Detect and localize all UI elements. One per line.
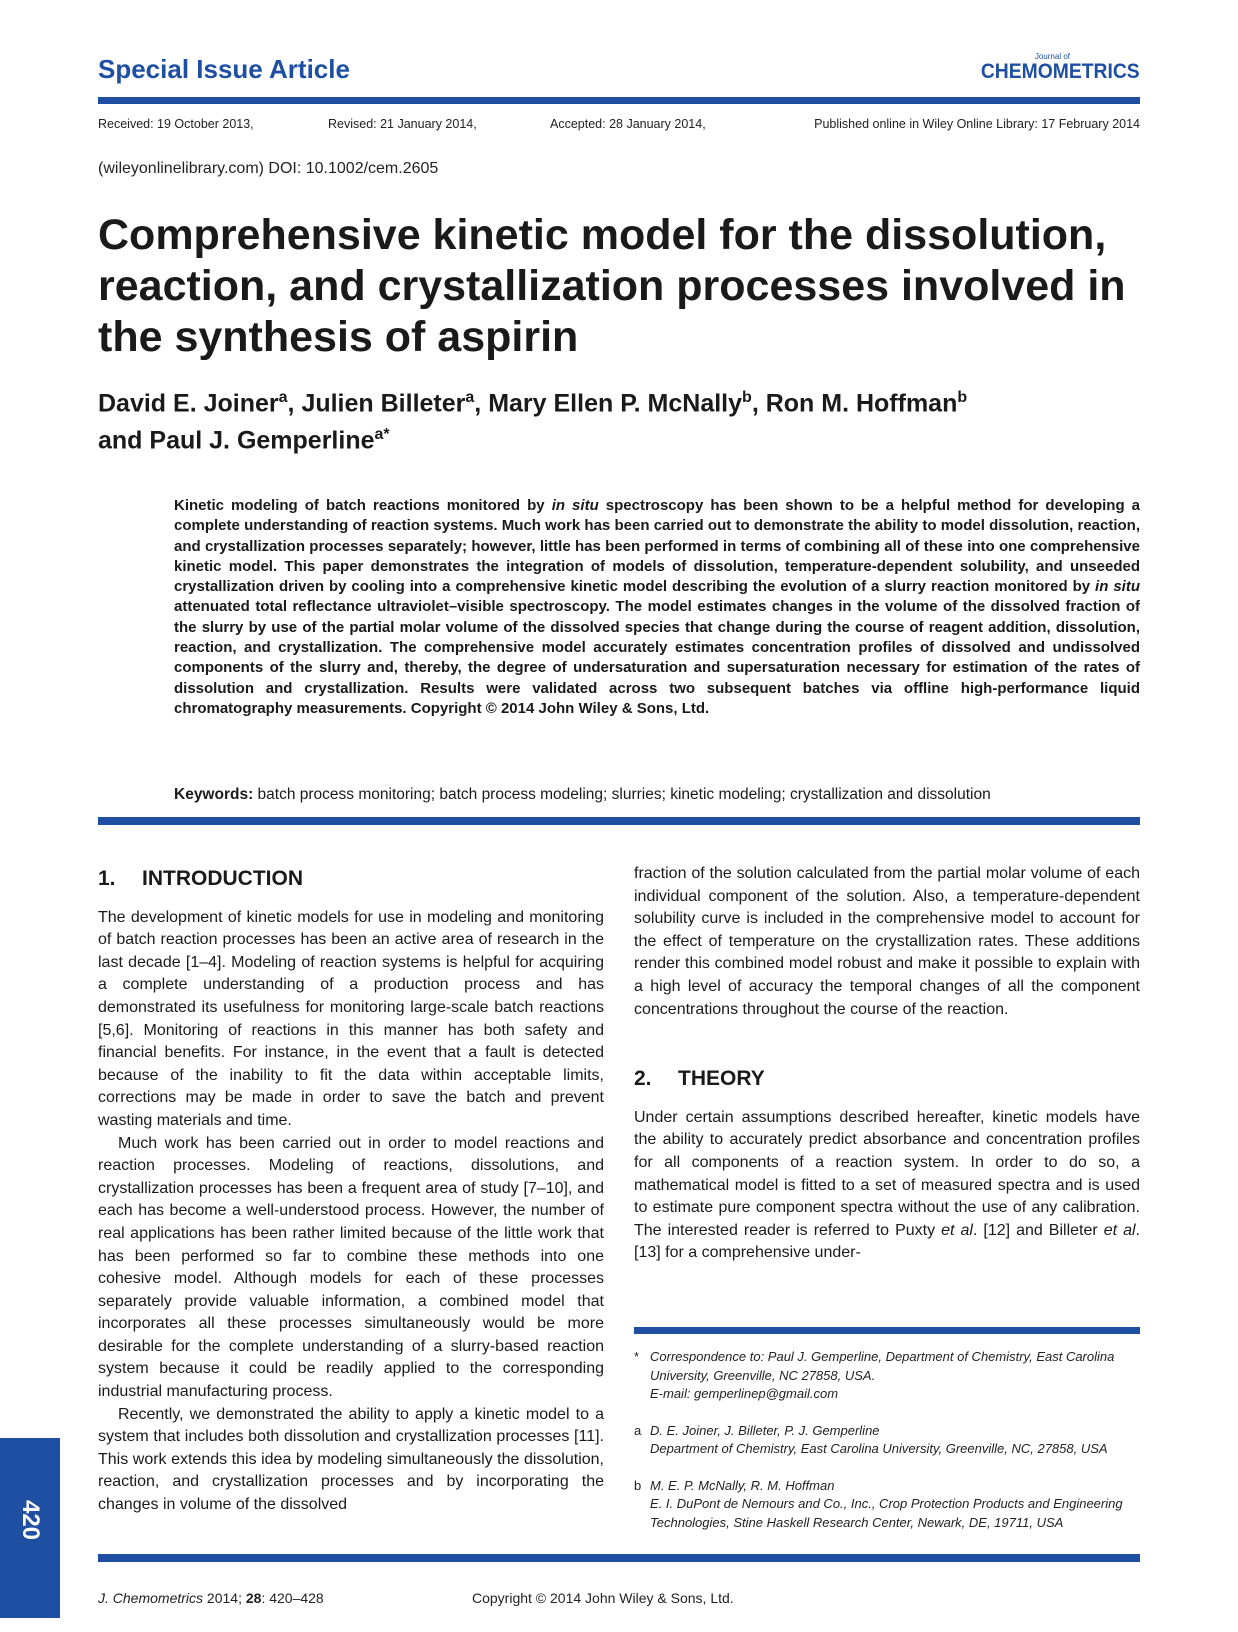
page-number [6, 1480, 54, 1560]
keywords [174, 786, 1140, 804]
paragraph [634, 1107, 1140, 1265]
section-title: THEORY [678, 1067, 765, 1091]
author-name: Mary Ellen P. McNally [488, 389, 743, 418]
author-name: David E. Joiner [98, 389, 279, 418]
left-column [98, 868, 604, 1517]
footer-citation [98, 1590, 324, 1606]
author-separator: and [98, 426, 150, 455]
abstract-italic: in situ [551, 497, 599, 514]
footnote-line: D. E. Joiner, J. Billeter, P. J. Gemperline [650, 1422, 880, 1438]
keywords-text: batch process monitoring; batch process modeling; slurries; kinetic modeling; crystallization and dissolution [253, 786, 991, 803]
footnote-divider [634, 1327, 1140, 1334]
author-affiliation: a [465, 389, 475, 406]
special-issue-label: Special Issue Article [98, 54, 350, 84]
footnote-correspondence [634, 1348, 1140, 1404]
section-title: INTRODUCTION [142, 867, 303, 890]
journal-logo-name: CHEMOMETRICS [981, 60, 1140, 83]
abstract-text: attenuated total reflectance ultraviolet–visible spectroscopy. The model estimates changes in the volume of the dissolved fraction of the slurry by use of the partial molar volume of the dissolved species that change during the course of reagent addition, dissolution, reaction, and crystallization. The comprehensive model accurately estimates concentration profiles of dissolved and undissolved components of the slurry and, thereby, the degree of undersaturation and supersaturation necessary for estimation of the rates of dissolution and crystallization. Results were validated across two subsequent batches via offline high-performance liquid chromatography measurements. Copyright © 2014 John Wiley & Sons, Ltd. [174, 598, 1140, 717]
keywords-label: Keywords: [174, 786, 254, 803]
section-number: 1. [98, 867, 116, 890]
author-affiliation: b [742, 389, 752, 406]
footnote-line: E. I. DuPont de Nemours and Co., Inc., Crop Protection Products and Engineering Technologies, Stine Haskell Research Center, Newark, DE, 19711, USA [650, 1496, 1123, 1530]
author-separator: , [287, 389, 302, 418]
author-affiliation: a [278, 389, 288, 406]
journal-logo [967, 52, 1140, 83]
footer-year: 2014; [203, 1590, 246, 1606]
footer-divider [98, 1554, 1140, 1562]
footnote-mark: b [634, 1477, 642, 1493]
section-heading-introduction [98, 868, 604, 891]
right-column [634, 863, 1140, 1265]
abstract [174, 496, 1140, 719]
page-number-text: 420 [16, 1499, 44, 1541]
footnote-affiliation-b [634, 1477, 1140, 1533]
author-name: Julien Billeter [301, 389, 466, 418]
accepted-date: Accepted: 28 January 2014, [550, 117, 706, 131]
footnote-email: E-mail: gemperlinep@gmail.com [650, 1386, 839, 1401]
abstract-text: Kinetic modeling of batch reactions monitored by [174, 497, 552, 514]
footnote-line: Department of Chemistry, East Carolina University, Greenville, NC, 27858, USA [650, 1441, 1108, 1456]
footnote-affiliation-a [634, 1422, 1140, 1459]
footnote-line: M. E. P. McNally, R. M. Hoffman [650, 1477, 835, 1493]
paragraph-text: Under certain assumptions described hereafter, kinetic models have the ability to accurately predict absorbance and concentration profiles for all components of a reaction system. In order to do so, a mathematical model is fitted to a set of measured spectra and is used to estimate pure component spectra without the use of any calibration. The interested reader is referred to Puxty [634, 1108, 1140, 1239]
footnotes [634, 1348, 1140, 1550]
received-date: Received: 19 October 2013, [98, 117, 254, 131]
footnote-mark: * [634, 1349, 640, 1364]
author-affiliation: b [957, 389, 968, 406]
footer-pages: : 420–428 [261, 1590, 324, 1606]
footnote-mark: a [634, 1422, 642, 1438]
journal-logo-small: Journal of [1034, 52, 1070, 61]
footer-volume: 28 [245, 1590, 262, 1606]
article-title: Comprehensive kinetic model for the dissolution, reaction, and crystallization processes involved in the synthesis of aspirin [98, 211, 1126, 361]
author-affiliation: a* [374, 426, 390, 444]
paragraph: Recently, we demonstrated the ability to apply a kinetic model to a system that includes both dissolution and crystallization processes [11]. This work extends this idea by modeling simultaneously the dissolution, reaction, and crystallization processes and by incorporating the changes in volume of the dissolved [98, 1405, 604, 1514]
published-date: Published online in Wiley Online Library: 17 February 2014 [814, 117, 1140, 131]
header-divider [98, 97, 1140, 104]
paragraph-italic: et al [941, 1221, 973, 1239]
paragraph: fraction of the solution calculated from the partial molar volume of each individual component of the solution. Also, a temperature-dependent solubility curve is included in the comprehensive model to account for the effect of temperature on the crystallization rates. These additions render this combined model robust and make it possible to explain with a high level of accuracy the temporal changes of all the component concentrations throughout the course of the reaction. [634, 865, 1140, 1018]
section-heading-theory [634, 1068, 1140, 1091]
author-separator: , [751, 389, 766, 418]
footnote-line: Correspondence to: Paul J. Gemperline, Department of Chemistry, East Carolina University, Greenville, NC 27858, USA. [650, 1349, 1115, 1383]
doi-line: (wileyonlinelibrary.com) DOI: 10.1002/cem.2605 [98, 160, 439, 177]
abstract-divider [98, 817, 1140, 825]
author-separator: , [474, 389, 489, 418]
author-list [98, 382, 1158, 457]
author-name: Ron M. Hoffman [765, 389, 958, 418]
paragraph-text: . [13] for a comprehensive under- [634, 1221, 1140, 1262]
paragraph-text: . [12] and Billeter [972, 1221, 1104, 1239]
paragraph: The development of kinetic models for use in modeling and monitoring of batch reaction processes has been an active area of research in the last decade [1–4]. Modeling of reaction systems is helpful for acquiring a complete understanding of a production process and has demonstrated its usefulness for monitoring large-scale batch reactions [5,6]. Monitoring of reactions in this manner has both safety and financial benefits. For instance, in the event that a fault is detected because of the inability to fit the data within acceptable limits, corrections may be made in order to save the batch and prevent wasting materials and time. [98, 908, 604, 1129]
revised-date: Revised: 21 January 2014, [328, 117, 477, 131]
footer-copyright: Copyright © 2014 John Wiley & Sons, Ltd. [472, 1590, 734, 1606]
author-name: Paul J. Gemperline [149, 426, 375, 455]
paragraph-italic: et al [1103, 1221, 1136, 1239]
paragraph: Much work has been carried out in order to model reactions and reaction processes. Modeling of reactions, dissolutions, and crystallization processes has been a frequent area of study [7–10], and each has become a well-understood process. However, the number of real applications has been rather limited because of the little work that has been performed so far to combine these methods into one cohesive model. Although models for each of these processes separately provide valuable information, a combined model that incorporates all these processes simultaneously would be more desirable for the complete understanding of a slurry-based reaction system because it could be readily applied to the corresponding industrial manufacturing process. [98, 1134, 604, 1401]
section-number: 2. [634, 1067, 652, 1091]
abstract-text: spectroscopy has been shown to be a helpful method for developing a complete understanding of reaction systems. Much work has been carried out to demonstrate the ability to model dissolution, reaction, and crystallization processes separately; however, little has been performed in terms of combining all of these into one comprehensive kinetic model. This paper demonstrates the integration of models of dissolution, temperature-dependent solubility, and unseeded crystallization driven by cooling into a comprehensive kinetic model describing the evolution of a slurry reaction monitored by [174, 497, 1140, 596]
footer-journal: J. Chemometrics [98, 1590, 204, 1606]
abstract-italic: in situ [1095, 578, 1140, 596]
